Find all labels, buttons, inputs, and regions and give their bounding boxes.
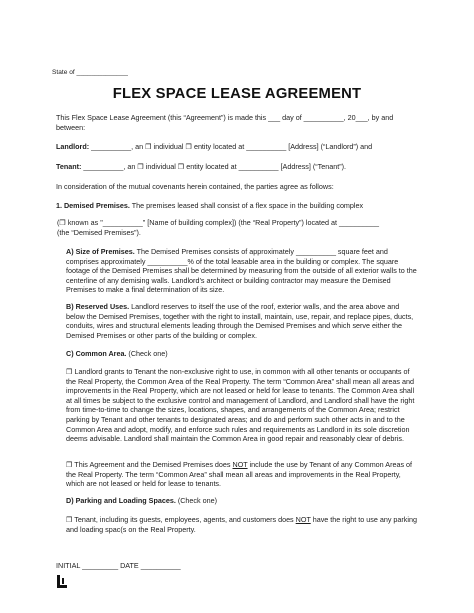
section-c-option-2-pre: ❒ This Agreement and the Demised Premises does	[66, 460, 233, 469]
section-d-option-1-not: NOT	[295, 515, 311, 524]
intro-paragraph	[56, 113, 418, 132]
section-1-line-2: (❒ known as "__________" [Name of building complex]) (the “Real Property”) located at __________	[57, 218, 379, 227]
section-b-label: B) Reserved Uses.	[66, 302, 130, 311]
section-1-line-3: (the “Demised Premises”).	[57, 228, 141, 237]
section-a-text: The Demised Premises consists of approximately __________ square feet and comprises approximately __________% of the total leasable area in the building or complex. The square footage of the Demised Premises shall be determined by measuring from the outside of all exterior walls to the centerline of any demising walls. Landlord’s architect or building contractor may measure the Demised Premises to make a final determination of its size.	[66, 247, 417, 295]
state-line: State of ______________	[52, 69, 128, 76]
section-c-option-2-post: include the use by Tenant of any Common Areas of the Real Property. The term “Common Area” shall mean all areas and improvements in the Real Property, which are not leased or held for lease to tenants.	[66, 460, 413, 489]
intro-text: This Flex Space Lease Agreement (this “Agreement”) is made this ___ day of __________, 20___, by and between:	[56, 113, 394, 132]
document-title: FLEX SPACE LEASE AGREEMENT	[112, 86, 362, 102]
section-c-option-1: ❒ Landlord grants to Tenant the non-exclusive right to use, in common with all other tenants or occupants of the Real Property, the Common Area of the Real Property. The term “Common Area” shall mean all areas and improvements in the Real Property, which are not leased or held for lease to tenants. The Common Area shall at all times be subject to the exclusive control and management of Landlord, and Landlord shall have the right from time-to-time to change the sizes, locations, shapes, and arrangements of the Common Area; restrict parking by Tenant and other tenants to designated areas; and do and perform such other acts in and to the Common Area and adopt, modify, and enforce such rules and requirements as Landlord in its sole discretion deems advisable. Landlord shall maintain the Common Area in good repair and reasonably clear of debris.	[66, 367, 415, 444]
section-d-option-1	[66, 515, 418, 534]
tenant-label: Tenant:	[56, 162, 82, 171]
section-c-option-2	[66, 460, 418, 489]
section-1-demised-premises	[56, 201, 418, 211]
legal-templates-logo-icon	[56, 575, 68, 588]
landlord-line	[56, 142, 418, 152]
section-c-label: C) Common Area.	[66, 349, 127, 358]
initial-date-line: INITIAL _________ DATE __________	[56, 561, 181, 570]
landlord-text: __________, an ❒ individual ❒ entity located at __________ [Address] (“Landlord”) and	[89, 142, 373, 151]
section-c-option-2-not: NOT	[232, 460, 248, 469]
section-c-text: (Check one)	[126, 349, 168, 358]
consideration-paragraph: In consideration of the mutual covenants herein contained, the parties agree as follows:	[56, 182, 334, 191]
section-d-label: D) Parking and Loading Spaces.	[66, 496, 176, 505]
tenant-text: __________, an ❒ individual ❒ entity located at __________ [Address] (“Tenant”).	[81, 162, 347, 171]
section-d-option-1-post: have the right to use any parking and loading spac(s on the Real Property.	[66, 515, 417, 534]
section-b-reserved-uses	[66, 302, 418, 340]
section-d-option-1-pre: ❒ Tenant, including its guests, employees, agents, and customers does	[66, 515, 296, 524]
section-a-label: A) Size of Premises.	[66, 247, 135, 256]
landlord-label: Landlord:	[56, 142, 90, 151]
section-a-size-of-premises	[66, 247, 418, 295]
section-c-common-area	[66, 349, 418, 359]
tenant-line	[56, 162, 418, 172]
section-1-label: 1. Demised Premises.	[56, 201, 130, 210]
section-1-text: The premises leased shall consist of a flex space in the building complex	[129, 201, 364, 210]
section-d-text: (Check one)	[175, 496, 217, 505]
section-b-text: Landlord reserves to itself the use of the roof, exterior walls, and the area above and below the Demised Premises, together with the right to install, maintain, use, repair, and replace pipes, ducts, conduits, wires and structural elements leading through the Demised Premises and which serve either the Demised Premises or other parts of the building or complex.	[66, 302, 414, 340]
section-d-parking-loading	[66, 496, 418, 506]
